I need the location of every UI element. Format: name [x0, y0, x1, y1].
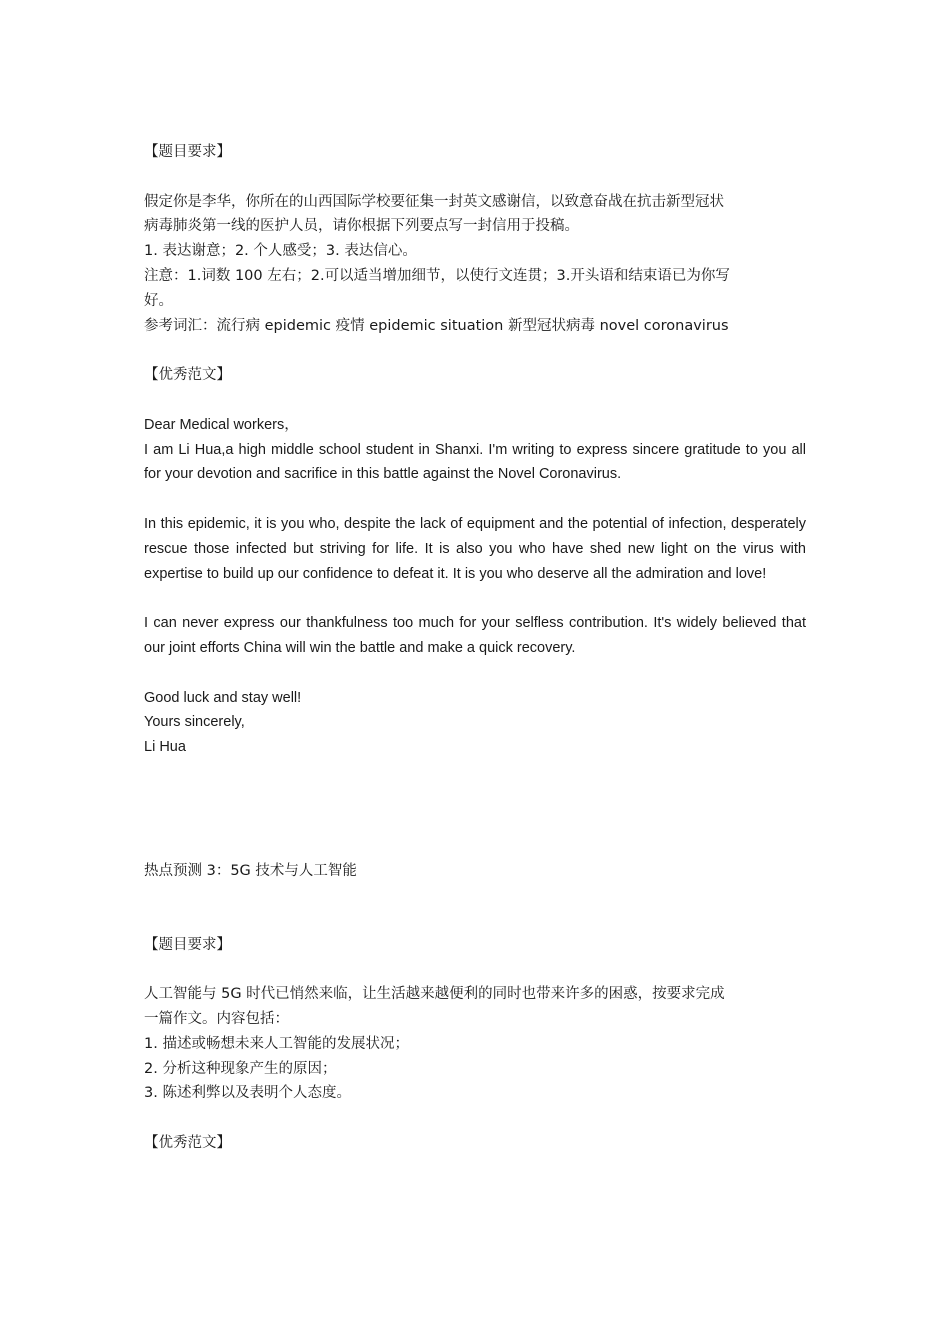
- spacer: [144, 586, 806, 611]
- prompt-line: 人工智能与 5G 时代已悄然来临，让生活越来越便利的同时也带来许多的困惑，按要求完成: [144, 986, 725, 1003]
- reference-vocab: 参考词汇：流行病 epidemic 疫情 epidemic situation 新型冠状病毒 novel coronavirus: [144, 317, 729, 334]
- spacer: [144, 957, 806, 982]
- prompt-line: 假定你是李华，你所在的山西国际学校要征集一封英文感谢信，以致意奋战在抗击新型冠状: [144, 193, 724, 210]
- letter-closing: Good luck and stay well!: [144, 689, 302, 706]
- content-item: 2. 分析这种现象产生的原因；: [144, 1060, 337, 1077]
- letter-salutation: Dear Medical workers，: [144, 416, 299, 433]
- topic-title: 热点预测 3：5G 技术与人工智能: [144, 862, 357, 879]
- content-item: 3. 陈述利弊以及表明个人态度。: [144, 1085, 351, 1102]
- prompt-line: 病毒肺炎第一线的医护人员，请你根据下列要点写一封信用于投稿。: [144, 218, 579, 235]
- sample-essay-heading: 【优秀范文】: [144, 1134, 231, 1151]
- sample-essay-heading: 【优秀范文】: [144, 367, 231, 384]
- content-item: 1. 描述或畅想未来人工智能的发展状况；: [144, 1035, 409, 1052]
- spacer: [144, 661, 806, 686]
- spacer: [144, 165, 806, 190]
- requirement-heading: 【题目要求】: [144, 144, 231, 160]
- spacer: [144, 760, 806, 834]
- document-page: [144, 140, 806, 1156]
- spacer: [144, 1106, 806, 1131]
- spacer: [144, 338, 806, 363]
- letter-signature: Li Hua: [144, 739, 186, 756]
- spacer: [144, 834, 806, 859]
- note-line: 好。: [144, 292, 173, 309]
- spacer: [144, 884, 806, 933]
- spacer: [144, 487, 806, 512]
- letter-closing: Yours sincerely,: [144, 714, 245, 731]
- note-line: 注意：1.词数 100 左右；2.可以适当增加细节，以使行文连贯；3.开头语和结束语已为你写: [144, 267, 730, 284]
- key-points: 1. 表达谢意；2. 个人感受；3. 表达信心。: [144, 243, 417, 260]
- spacer: [144, 388, 806, 413]
- letter-paragraph: I can never express our thankfulness too much for your selfless contribution. It's widely believed that our joint efforts China will win the battle and make a quick recovery.: [144, 615, 806, 656]
- letter-paragraph: I am Li Hua,a high middle school student in Shanxi. I'm writing to express sincere gratitude to you all for your devotion and sacrifice in this battle against the Novel Coronavirus.: [144, 441, 806, 483]
- requirement-heading: 【题目要求】: [144, 936, 231, 953]
- letter-paragraph: In this epidemic, it is you who, despite the lack of equipment and the potential of infection, desperately rescue those infected but striving for life. It is also you who have shed new light on the virus with expertise to build up our confidence to defeat it. It is you who deserve all the admiration and love!: [144, 515, 806, 582]
- prompt-line: 一篇作文。内容包括：: [144, 1010, 289, 1027]
